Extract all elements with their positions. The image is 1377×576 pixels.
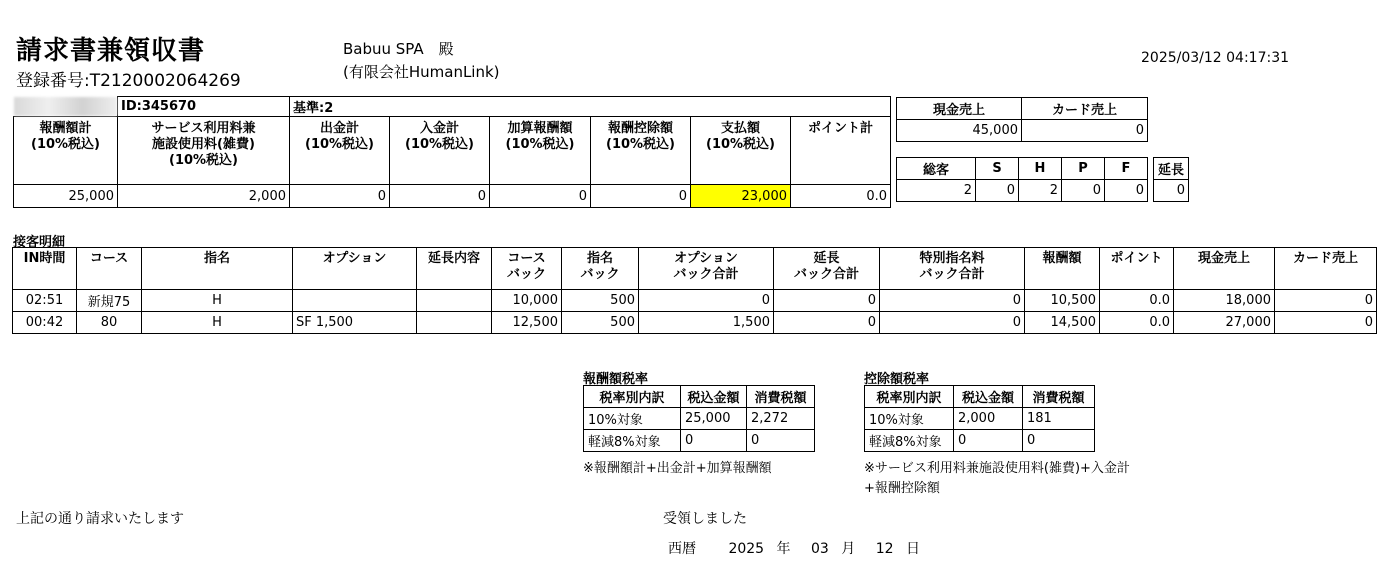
tax-rate-cell: 10%対象 [584, 408, 681, 430]
reward-cell: 10,500 [1025, 290, 1100, 312]
summary-header-text: 報酬額計 (10%税込) [31, 121, 100, 152]
detail-header-text: 延長内容 [427, 251, 480, 266]
reward-cell: 14,500 [1025, 312, 1100, 334]
day-value: 12 [875, 541, 894, 557]
detail-header [492, 248, 562, 290]
tax-included-cell: 2,000 [954, 408, 1023, 430]
table-row [584, 430, 815, 452]
detail-header [639, 248, 774, 290]
card-sales-cell: 0 [1275, 290, 1377, 312]
course-back-cell: 10,000 [492, 290, 562, 312]
summary-header [290, 117, 390, 185]
cash-sales-cell: 27,000 [1174, 312, 1275, 334]
detail-table [12, 247, 1377, 334]
service-fee-value: 2,000 [118, 185, 290, 208]
extension-back-cell: 0 [774, 312, 880, 334]
card-sales-value: 0 [1022, 120, 1148, 142]
detail-header-text: 指名 [203, 251, 230, 266]
summary-header-text: ポイント計 [807, 121, 873, 136]
recipient [343, 38, 500, 84]
detail-header-text: コース バック [506, 251, 546, 282]
summary-table [13, 96, 891, 208]
detail-title: 接客明細 [13, 235, 66, 250]
receipt-date [668, 538, 926, 558]
detail-header [774, 248, 880, 290]
standard-label: 基準:2 [290, 97, 891, 117]
detail-header-text: ポイント [1110, 251, 1163, 266]
detail-header [417, 248, 492, 290]
guest-f-value: 0 [1105, 180, 1148, 202]
detail-header-text: カード売上 [1292, 251, 1358, 266]
consumption-tax-cell: 0 [747, 430, 815, 452]
consumption-tax-cell: 2,272 [747, 408, 815, 430]
sales-table [896, 97, 1148, 142]
summary-header [591, 117, 691, 185]
reward-deduction-value: 0 [591, 185, 691, 208]
reward-total-value: 25,000 [14, 185, 118, 208]
point-total-value: 0.0 [791, 185, 891, 208]
table-row [13, 290, 1377, 312]
month-unit: 月 [841, 541, 856, 557]
extension-table [1153, 157, 1189, 202]
guest-s-header: S [976, 158, 1019, 180]
extension-content-cell [417, 312, 492, 334]
detail-header [1025, 248, 1100, 290]
guest-s-value: 0 [976, 180, 1019, 202]
tax-included-header: 税込金額 [954, 386, 1023, 408]
nomination-cell: H [142, 290, 293, 312]
detail-header-text: 現金売上 [1197, 251, 1250, 266]
day-unit: 日 [906, 541, 921, 557]
deduction-tax-title: 控除額税率 [864, 372, 930, 387]
additional-reward-value: 0 [490, 185, 591, 208]
detail-header-text: 指名 バック [580, 251, 620, 282]
tax-rate-cell: 軽減8%対象 [865, 430, 954, 452]
tax-included-cell: 0 [681, 430, 747, 452]
card-sales-header: カード売上 [1022, 98, 1148, 120]
in-time-cell: 02:51 [13, 290, 77, 312]
extension-content-cell [417, 290, 492, 312]
summary-header-text: サービス利用料兼 施設使用料(雑費) (10%税込) [151, 121, 256, 168]
detail-header [142, 248, 293, 290]
summary-header-text: 入金計 (10%税込) [405, 121, 474, 152]
reward-tax-title: 報酬額税率 [583, 372, 649, 387]
billing-statement: 上記の通り請求いたします [16, 511, 184, 527]
table-row [584, 408, 815, 430]
nomination-back-cell: 500 [562, 312, 639, 334]
summary-header-text: 報酬控除額 (10%税込) [606, 121, 675, 152]
course-cell: 新規75 [77, 290, 142, 312]
tax-breakdown-header: 税率別内訳 [865, 386, 954, 408]
summary-header-text: 出金計 (10%税込) [305, 121, 374, 152]
extension-value: 0 [1154, 180, 1189, 202]
special-nomination-back-cell: 0 [880, 290, 1025, 312]
summary-header-text: 支払額 (10%税込) [706, 121, 775, 152]
detail-header-text: 延長 バック合計 [793, 251, 859, 282]
detail-header-text: オプション [322, 251, 387, 266]
course-cell: 80 [77, 312, 142, 334]
tax-rate-cell: 10%対象 [865, 408, 954, 430]
detail-header [77, 248, 142, 290]
detail-header-text: オプション バック合計 [673, 251, 739, 282]
course-back-cell: 12,500 [492, 312, 562, 334]
option-back-cell: 0 [639, 290, 774, 312]
issue-datetime: 2025/03/12 04:17:31 [1141, 50, 1290, 66]
year-unit: 年 [776, 541, 791, 557]
summary-header-text: 加算報酬額 (10%税込) [505, 121, 575, 152]
summary-header [14, 117, 118, 185]
detail-header [1174, 248, 1275, 290]
summary-header [118, 117, 290, 185]
payment-amount-value: 23,000 [691, 185, 791, 208]
guest-total-header: 総客 [897, 158, 976, 180]
detail-header-text: 特別指名料 バック合計 [919, 251, 985, 282]
guest-p-header: P [1062, 158, 1105, 180]
cash-sales-value: 45,000 [897, 120, 1022, 142]
tax-included-cell: 0 [954, 430, 1023, 452]
detail-header-text: IN時間 [23, 251, 66, 266]
era-label: 西暦 [668, 541, 696, 557]
deposit-total-value: 0 [390, 185, 490, 208]
table-row [865, 430, 1095, 452]
guest-table [896, 157, 1148, 202]
month-value: 03 [811, 541, 829, 557]
guest-h-value: 2 [1019, 180, 1062, 202]
deduction-tax-table [864, 385, 1095, 452]
option-cell [293, 290, 417, 312]
special-nomination-back-cell: 0 [880, 312, 1025, 334]
detail-header-text: コース [89, 251, 129, 266]
option-back-cell: 1,500 [639, 312, 774, 334]
point-cell: 0.0 [1100, 312, 1174, 334]
detail-header [13, 248, 77, 290]
extension-header: 延長 [1154, 158, 1189, 180]
tax-breakdown-header: 税率別内訳 [584, 386, 681, 408]
tax-included-cell: 25,000 [681, 408, 747, 430]
detail-header [293, 248, 417, 290]
summary-header [791, 117, 891, 185]
nomination-back-cell: 500 [562, 290, 639, 312]
withdrawal-total-value: 0 [290, 185, 390, 208]
tax-rate-cell: 軽減8%対象 [584, 430, 681, 452]
reward-tax-table [583, 385, 815, 452]
id-label: ID:345670 [118, 97, 290, 117]
recipient-company: (有限会社HumanLink) [343, 63, 500, 81]
table-row [13, 312, 1377, 334]
nomination-cell: H [142, 312, 293, 334]
detail-header-text: 報酬額 [1042, 251, 1082, 266]
guest-f-header: F [1105, 158, 1148, 180]
consumption-tax-cell: 181 [1023, 408, 1095, 430]
point-cell: 0.0 [1100, 290, 1174, 312]
option-cell: SF 1,500 [293, 312, 417, 334]
deduction-tax-note: ※サービス利用料兼施設使用料(雑費)+入金計+報酬控除額 [864, 461, 1130, 496]
year-value: 2025 [728, 541, 765, 557]
cash-sales-header: 現金売上 [897, 98, 1022, 120]
tax-included-header: 税込金額 [681, 386, 747, 408]
detail-header [562, 248, 639, 290]
summary-header [691, 117, 791, 185]
cash-sales-cell: 18,000 [1174, 290, 1275, 312]
reward-tax-note: ※報酬額計+出金計+加算報酬額 [583, 461, 772, 476]
extension-back-cell: 0 [774, 290, 880, 312]
card-sales-cell: 0 [1275, 312, 1377, 334]
summary-header [390, 117, 490, 185]
guest-total-value: 2 [897, 180, 976, 202]
receipt-statement: 受領しました [663, 511, 747, 527]
summary-header [490, 117, 591, 185]
guest-p-value: 0 [1062, 180, 1105, 202]
masked-name [14, 97, 118, 117]
in-time-cell: 00:42 [13, 312, 77, 334]
detail-header [1275, 248, 1377, 290]
document-title: 請求書兼領収書 [16, 36, 206, 66]
consumption-tax-cell: 0 [1023, 430, 1095, 452]
registration-number: 登録番号:T2120002064269 [16, 71, 241, 91]
guest-h-header: H [1019, 158, 1062, 180]
recipient-name: Babuu SPA 殿 [343, 40, 454, 58]
consumption-tax-header: 消費税額 [1023, 386, 1095, 408]
detail-header [880, 248, 1025, 290]
table-row [865, 408, 1095, 430]
detail-header [1100, 248, 1174, 290]
consumption-tax-header: 消費税額 [747, 386, 815, 408]
